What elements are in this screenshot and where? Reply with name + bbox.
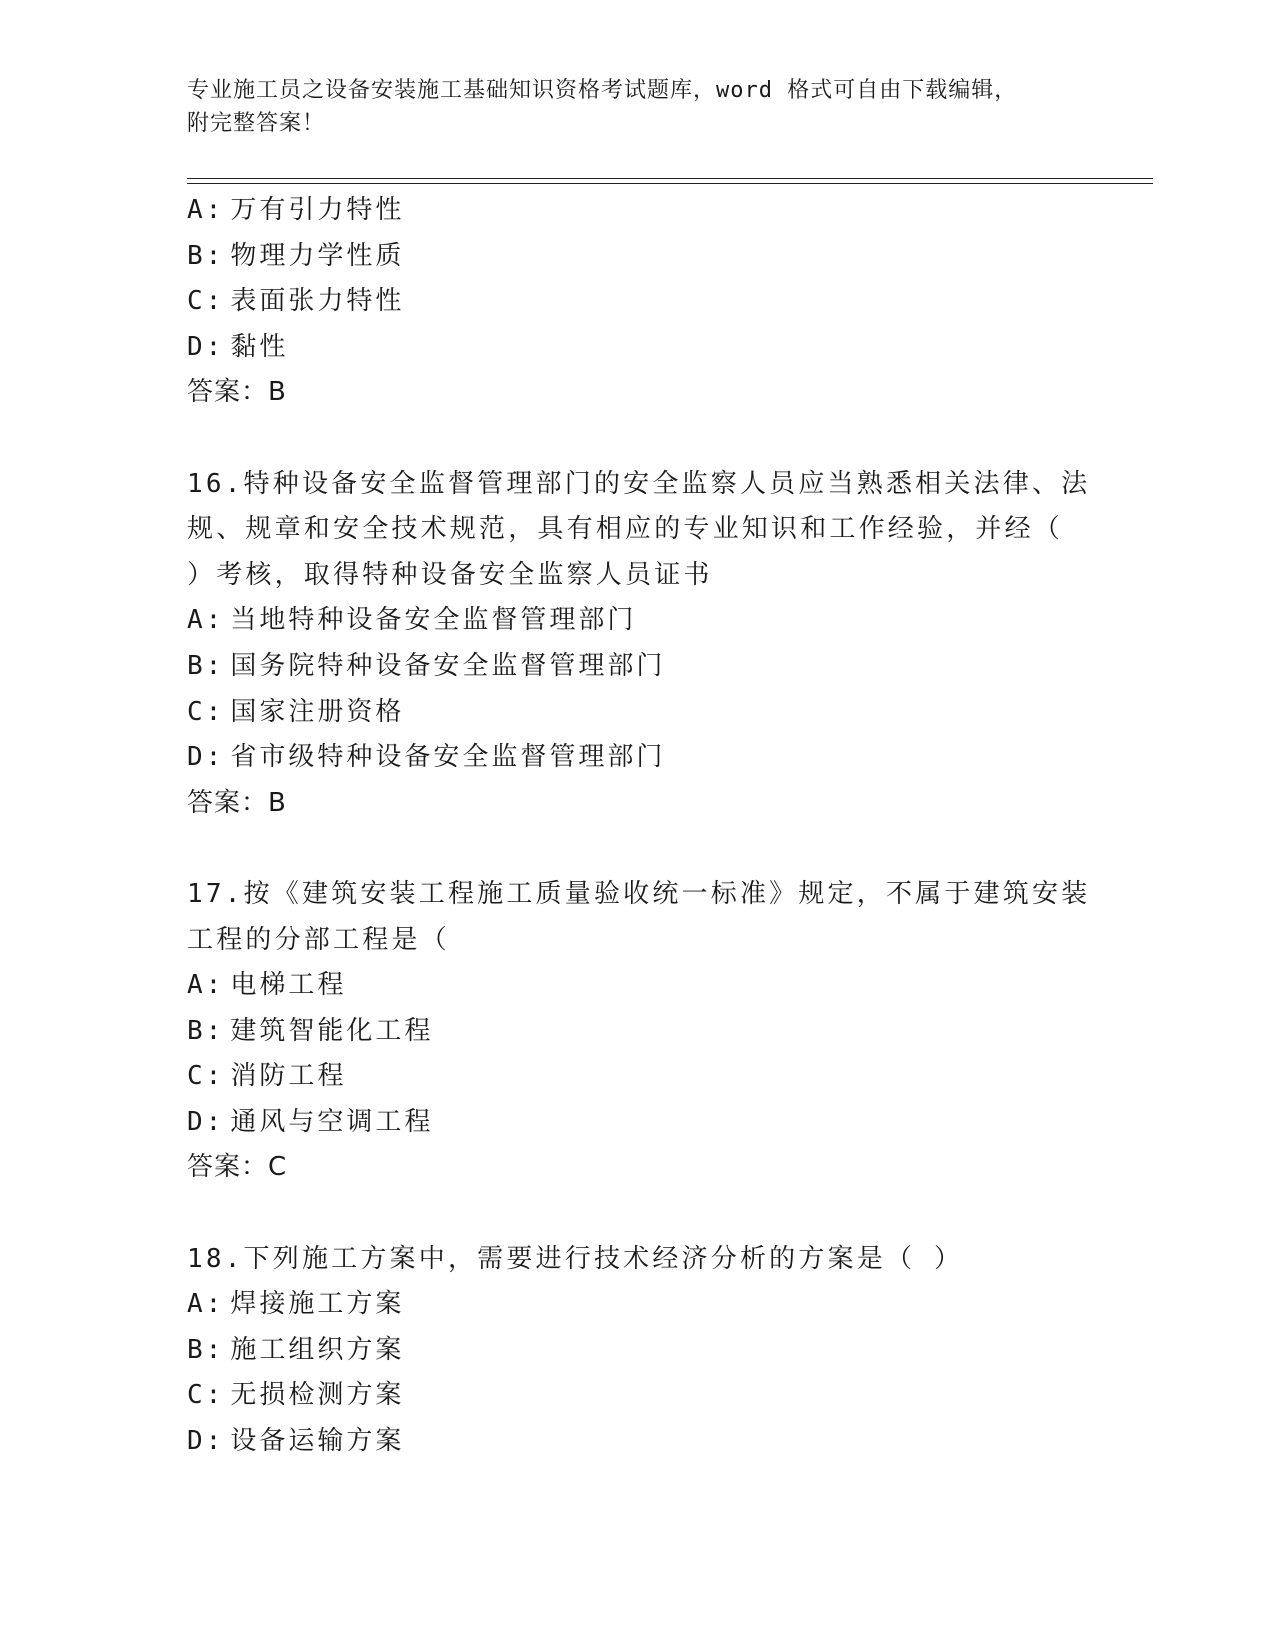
- option-text: 设备运输方案: [230, 1426, 405, 1457]
- option-text: 电梯工程: [230, 970, 347, 1001]
- option-a: [187, 1282, 1087, 1328]
- option-text: 省市级特种设备安全监督管理部门: [230, 742, 666, 773]
- option-letter: D:: [187, 331, 225, 362]
- answer-line: 答案：B: [187, 377, 287, 408]
- option-b: [187, 234, 1087, 280]
- option-c: [187, 690, 1087, 736]
- option-b: [187, 1009, 1087, 1055]
- option-text: 黏性: [230, 331, 289, 362]
- option-letter: C:: [187, 1380, 225, 1411]
- question-list: [187, 188, 1091, 1465]
- answer-line: 答案：B: [187, 787, 287, 818]
- answer-line: 答案：C: [187, 1152, 288, 1183]
- question-stem: 规、规章和安全技术规范，具有相应的专业知识和工作经验，并经（: [187, 514, 1064, 545]
- question-16: [187, 462, 1091, 827]
- question-17: [187, 872, 1091, 1191]
- option-a: [187, 188, 1087, 234]
- option-b: [187, 1328, 1087, 1374]
- option-c: [187, 279, 1087, 325]
- option-b: [187, 644, 1087, 690]
- option-letter: C:: [187, 286, 225, 317]
- question-stem: 工程的分部工程是（: [187, 924, 450, 955]
- option-d: [187, 1419, 1087, 1465]
- option-letter: D:: [187, 742, 225, 773]
- header-line-1: 专业施工员之设备安装施工基础知识资格考试题库，word 格式可自由下载编辑，: [187, 78, 1018, 103]
- spacer: [187, 826, 1087, 872]
- option-letter: D:: [187, 1426, 225, 1457]
- option-a: [187, 963, 1087, 1009]
- spacer: [187, 1191, 1087, 1237]
- header-line-2: 附完整答案！: [187, 111, 326, 136]
- question-stem: 16.特种设备安全监督管理部门的安全监察人员应当熟悉相关法律、法: [187, 468, 1091, 499]
- spacer: [187, 416, 1087, 462]
- option-a: [187, 598, 1087, 644]
- document-header: [187, 74, 1067, 140]
- header-divider-top: [187, 178, 1153, 179]
- option-text: 国务院特种设备安全监督管理部门: [230, 650, 666, 681]
- option-letter: A:: [187, 970, 225, 1001]
- option-text: 国家注册资格: [230, 696, 405, 727]
- option-letter: B:: [187, 1015, 225, 1046]
- question-15: [187, 188, 1087, 416]
- option-text: 无损检测方案: [230, 1380, 405, 1411]
- option-letter: D:: [187, 1106, 225, 1137]
- option-d: [187, 1100, 1087, 1146]
- option-text: 物理力学性质: [230, 240, 405, 271]
- option-d: [187, 735, 1087, 781]
- option-letter: B:: [187, 650, 225, 681]
- option-text: 焊接施工方案: [230, 1289, 405, 1320]
- option-text: 万有引力特性: [230, 195, 405, 225]
- option-letter: C:: [187, 696, 225, 727]
- option-text: 消防工程: [230, 1061, 347, 1092]
- question-18: [187, 1237, 1087, 1465]
- option-letter: C:: [187, 1061, 225, 1092]
- option-text: 表面张力特性: [230, 286, 405, 317]
- option-c: [187, 1054, 1087, 1100]
- question-stem: 18.下列施工方案中，需要进行技术经济分析的方案是（ ）: [187, 1243, 964, 1274]
- option-text: 当地特种设备安全监督管理部门: [230, 605, 637, 636]
- option-letter: B:: [187, 1334, 225, 1365]
- header-divider-bottom: [187, 183, 1153, 184]
- option-text: 建筑智能化工程: [230, 1015, 434, 1046]
- option-letter: B:: [187, 240, 225, 271]
- option-letter: A:: [187, 1289, 225, 1320]
- option-text: 通风与空调工程: [230, 1106, 434, 1137]
- option-d: [187, 325, 1087, 371]
- option-letter: A:: [187, 605, 225, 636]
- option-c: [187, 1373, 1087, 1419]
- question-stem: ）考核，取得特种设备安全监察人员证书: [187, 559, 713, 590]
- question-stem: 17.按《建筑安装工程施工质量验收统一标准》规定，不属于建筑安装: [187, 878, 1091, 909]
- option-text: 施工组织方案: [230, 1334, 405, 1365]
- option-letter: A:: [187, 195, 225, 225]
